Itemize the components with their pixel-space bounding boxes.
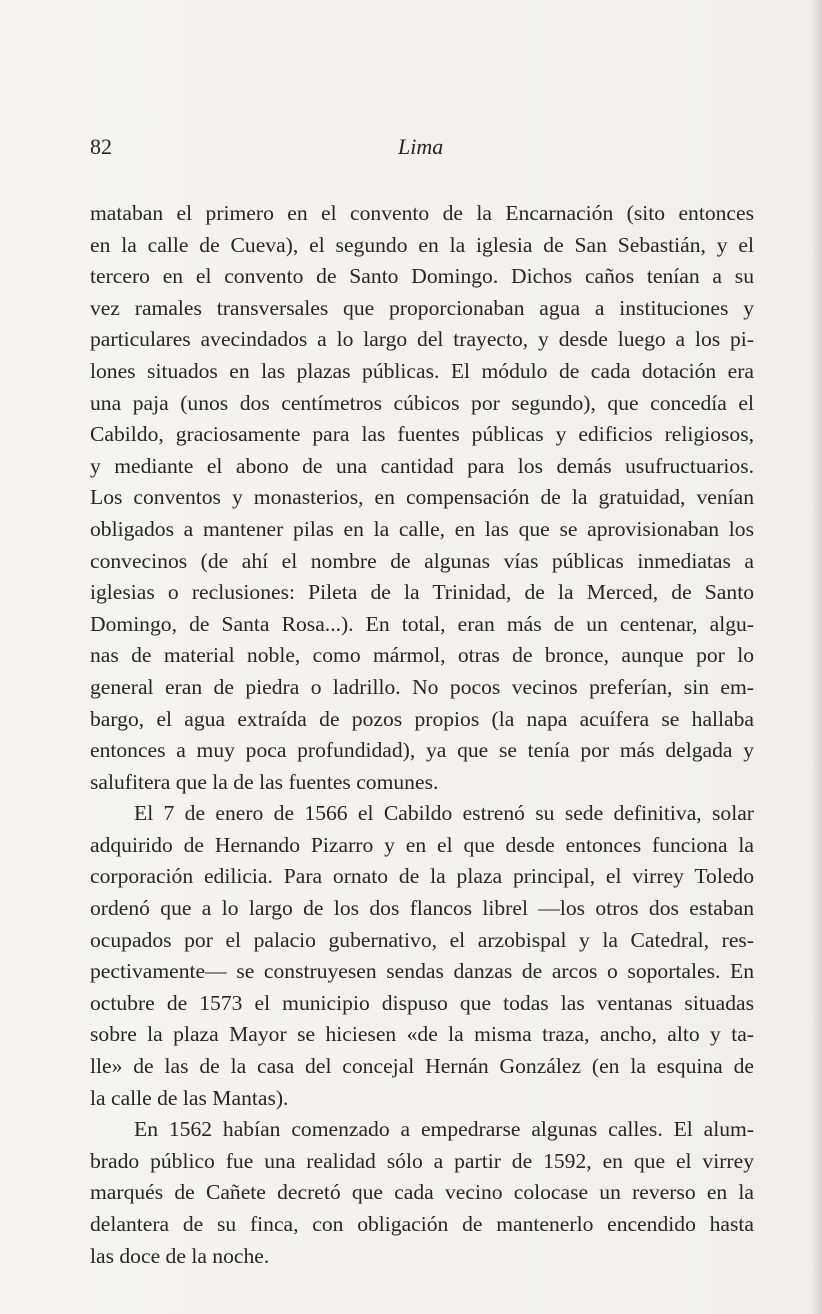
text-line: ordenó que a lo largo de los dos flancos librel —los otros dos estaban — [90, 896, 754, 921]
text-line: tercero en el convento de Santo Domingo. Dichos caños tenían a su — [90, 264, 754, 289]
text-line: lle» de las de la casa del concejal Hernán González (en la esquina de — [90, 1054, 754, 1079]
text-line: lones situados en las plazas públicas. El módulo de cada dotación era — [90, 358, 754, 383]
text-line: ocupados por el palacio gubernativo, el arzobispal y la Catedral, res- — [90, 927, 754, 952]
text-line: Domingo, de Santa Rosa...). En total, eran más de un centenar, algu- — [90, 611, 754, 636]
paragraph-2 — [90, 798, 754, 1114]
text-line: Cabildo, graciosamente para las fuentes públicas y edificios religiosos, — [90, 422, 754, 447]
text-line: El 7 de enero de 1566 el Cabildo estrenó su sede definitiva, solar — [134, 801, 754, 826]
text-line: bargo, el agua extraída de pozos propios (la napa acuífera se hallaba — [90, 706, 754, 731]
body-text — [90, 198, 754, 1272]
text-line: obligados a mantener pilas en la calle, en las que se aprovisionaban los — [90, 516, 754, 541]
running-title: Lima — [398, 134, 444, 159]
text-line: sobre la plaza Mayor se hiciesen «de la misma traza, ancho, alto y ta- — [90, 1022, 754, 1047]
text-line: convecinos (de ahí el nombre de algunas vías públicas inmediatas a — [90, 548, 754, 573]
text-line: una paja (unos dos centímetros cúbicos por segundo), que concedía el — [90, 390, 754, 415]
text-line: iglesias o reclusiones: Pileta de la Trinidad, de la Merced, de Santo — [90, 580, 754, 605]
text-line: en la calle de Cueva), el segundo en la iglesia de San Sebastián, y el — [90, 232, 754, 257]
paragraph-1 — [90, 198, 754, 798]
text-line: corporación edilicia. Para ornato de la plaza principal, el virrey Toledo — [90, 864, 754, 889]
text-line: Los conventos y monasterios, en compensación de la gratuidad, venían — [90, 485, 754, 510]
text-line: entonces a muy poca profundidad), ya que se tenía por más delgada y — [90, 738, 754, 763]
text-line: En 1562 habían comenzado a empedrarse algunas calles. El alum- — [134, 1117, 754, 1142]
text-line: brado público fue una realidad sólo a partir de 1592, en que el virrey — [90, 1148, 754, 1173]
text-line: delantera de su finca, con obligación de mantenerlo encendido hasta — [90, 1212, 754, 1236]
page-header — [90, 134, 754, 164]
text-line: general eran de piedra o ladrillo. No pocos vecinos preferían, sin em- — [90, 674, 754, 699]
text-line: vez ramales transversales que proporcionaban agua a instituciones y — [90, 295, 754, 320]
paragraph-3 — [90, 1114, 754, 1272]
text-line: adquirido de Hernando Pizarro y en el que desde entonces funciona la — [90, 832, 754, 857]
text-line: nas de material noble, como mármol, otras de bronce, aunque por lo — [90, 643, 754, 668]
text-line: octubre de 1573 el municipio dispuso que todas las ventanas situadas — [90, 990, 754, 1015]
text-line: la calle de las Mantas). — [90, 1085, 289, 1110]
text-line: salufitera que la de las fuentes comunes. — [90, 769, 439, 794]
page-number: 82 — [90, 134, 112, 159]
text-line: y mediante el abono de una cantidad para los demás usufructuarios. — [90, 453, 754, 478]
text-line: marqués de Cañete decretó que cada vecino colocase un reverso en la — [90, 1180, 754, 1205]
text-line: las doce de la noche. — [90, 1243, 270, 1268]
text-line: particulares avecindados a lo largo del trayecto, y desde luego a los pi- — [90, 327, 754, 352]
text-line: pectivamente— se construyesen sendas danzas de arcos o soportales. En — [90, 959, 754, 984]
text-line: mataban el primero en el convento de la Encarnación (sito entonces — [90, 201, 754, 225]
page-edge-shadow — [812, 0, 822, 1314]
